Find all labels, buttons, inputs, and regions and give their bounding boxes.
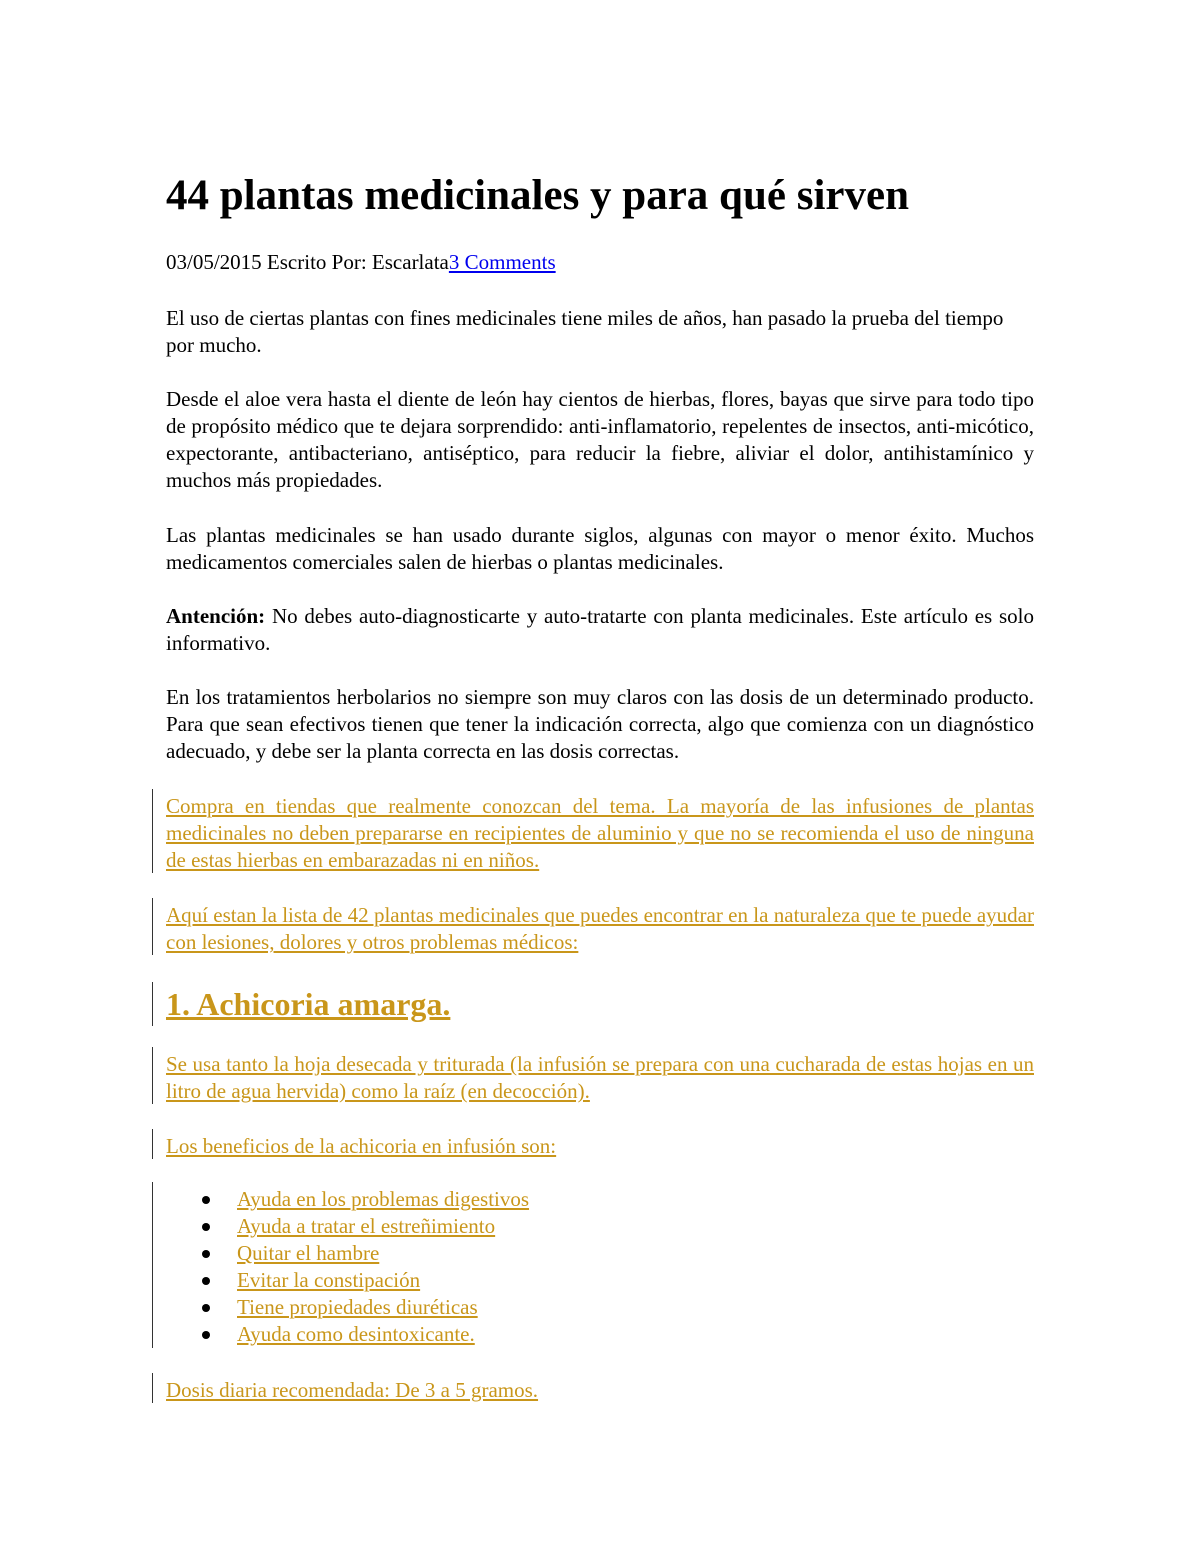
change-bar xyxy=(152,898,153,955)
bullet-icon xyxy=(202,1196,210,1204)
daily-dose-link[interactable]: Dosis diaria recomendada: De 3 a 5 gramos. xyxy=(166,1378,539,1402)
benefit-link[interactable]: Evitar la constipación xyxy=(237,1268,421,1292)
post-meta xyxy=(166,249,1034,276)
daily-dose-paragraph xyxy=(166,1377,1034,1404)
aloe-paragraph: Desde el aloe vera hasta el diente de león hay cientos de hierbas, flores, bayas que sirve para todo tipo de propósito médico que te dejara sorprendido: anti-inflamatorio, repelentes de insectos, anti-micótico, expectorante, antibacteriano, antiséptico, para reducir la fiebre, aliviar el dolor, antihistamínico y muchos más propiedades. xyxy=(166,387,1034,492)
bullet-icon xyxy=(202,1277,210,1285)
benefit-link[interactable]: Ayuda a tratar el estreñimiento xyxy=(237,1214,496,1238)
benefits-intro-paragraph xyxy=(166,1133,1034,1160)
warning-paragraph xyxy=(166,603,1034,657)
history-paragraph: Las plantas medicinales se han usado durante siglos, algunas con mayor o menor éxito. Muchos medicamentos comerciales salen de hierbas o plantas medicinales. xyxy=(166,523,1034,574)
stores-link[interactable]: Compra en tiendas que realmente conozcan del tema. La mayoría de las infusiones de plantas medicinales no deben prepararse en recipientes de aluminio y que no se recomienda el uso de ninguna de estas hierbas en embarazadas ni en niños. xyxy=(166,794,1034,872)
post-date: 03/05/2015 xyxy=(166,250,262,274)
list-item xyxy=(166,1240,529,1267)
bullet-icon xyxy=(202,1223,210,1231)
bullet-icon xyxy=(202,1304,210,1312)
benefit-link[interactable]: Ayuda en los problemas digestivos xyxy=(237,1187,530,1211)
warning-lead: Antención: xyxy=(166,604,266,628)
change-bar xyxy=(152,1129,153,1159)
list-item xyxy=(166,1294,529,1321)
change-bar xyxy=(152,1373,153,1403)
bullet-icon xyxy=(202,1331,210,1339)
change-bar xyxy=(152,1182,153,1348)
list-item xyxy=(166,1321,529,1348)
change-bar xyxy=(152,1047,153,1104)
comments-link[interactable]: 3 Comments xyxy=(448,250,556,274)
bullet-icon xyxy=(202,1250,210,1258)
usage-paragraph xyxy=(166,1051,1034,1105)
section-heading xyxy=(166,982,450,1026)
document-page xyxy=(166,0,1034,1553)
benefit-link[interactable]: Ayuda como desintoxicante. xyxy=(237,1322,475,1346)
list-item xyxy=(166,1267,529,1294)
usage-link[interactable]: Se usa tanto la hoja desecada y triturada (la infusión se prepara con una cucharada de estas hojas en un litro de agua hervida) como la raíz (en decocción). xyxy=(166,1052,1034,1103)
list-intro-paragraph xyxy=(166,902,1034,956)
author-label: Escrito Por: xyxy=(261,250,372,274)
list-item xyxy=(166,1186,529,1213)
benefits-list xyxy=(166,1186,529,1348)
benefit-link[interactable]: Tiene propiedades diuréticas xyxy=(237,1295,478,1319)
change-bar xyxy=(152,789,153,873)
list-intro-link[interactable]: Aquí estan la lista de 42 plantas medicinales que puedes encontrar en la naturaleza que te puede ayudar con lesiones, dolores y otros problemas médicos: xyxy=(166,903,1034,954)
warning-body: No debes auto-diagnosticarte y auto-tratarte con planta medicinales. Este artículo es solo informativo. xyxy=(166,604,1034,655)
benefit-link[interactable]: Quitar el hambre xyxy=(237,1241,380,1265)
change-bar xyxy=(152,982,153,1026)
page-title: 44 plantas medicinales y para qué sirven xyxy=(166,172,909,219)
section-heading-link[interactable]: 1. Achicoria amarga. xyxy=(166,986,451,1022)
benefits-intro-link[interactable]: Los beneficios de la achicoria en infusión son: xyxy=(166,1134,557,1158)
post-author: Escarlata xyxy=(371,250,449,274)
list-item xyxy=(166,1213,529,1240)
intro-paragraph: El uso de ciertas plantas con fines medicinales tiene miles de años, han pasado la prueba del tiempo por mucho. xyxy=(166,306,1004,357)
stores-link-paragraph xyxy=(166,793,1034,874)
dosage-paragraph: En los tratamientos herbolarios no siempre son muy claros con las dosis de un determinado producto. Para que sean efectivos tienen que tener la indicación correcta, algo que comienza con un diagnóstico adecuado, y debe ser la planta correcta en las dosis correctas. xyxy=(166,685,1034,763)
